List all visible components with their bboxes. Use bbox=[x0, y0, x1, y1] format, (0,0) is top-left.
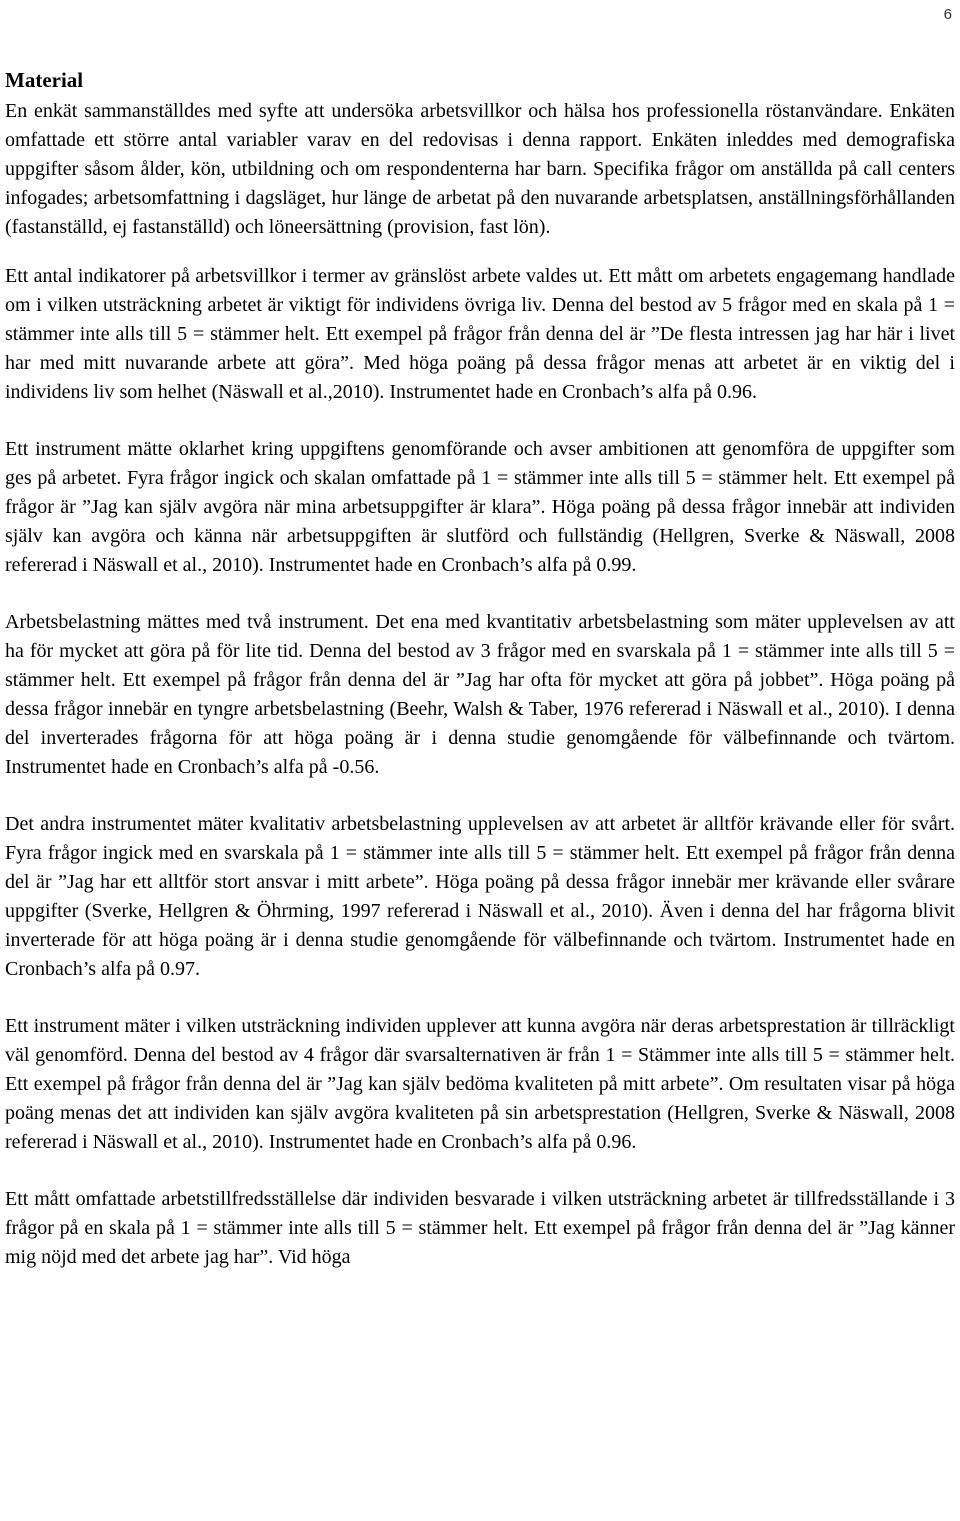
paragraph-performance-evaluation: Ett instrument mäter i vilken utsträckning individen upplever att kunna avgöra när deras arbetsprestation är tillräckligt väl genomförd. Denna del bestod av 4 frågor där svarsalternativen är från 1 = Stämmer inte alls till 5 = stämmer helt. Ett exempel på frågor från denna del är ”Jag kan själv bedöma kvaliteten på mitt arbete”. Om resultaten visar på höga poäng menas det att individen kan själv avgöra kvaliteten på sin arbetsprestation (Hellgren, Sverke & Näswall, 2008 refererad i Näswall et al., 2010). Instrumentet hade en Cronbach’s alfa på 0.96. bbox=[5, 1015, 955, 1153]
paragraph-job-satisfaction: Ett mått omfattade arbetstillfredsställelse där individen besvarade i vilken utsträckning arbetet är tillfredsställande i 3 frågor på en skala på 1 = stämmer inte alls till 5 = stämmer helt. Ett exempel på frågor från denna del är ”Jag känner mig nöjd med det arbete jag har”. Vid höga bbox=[5, 1188, 955, 1268]
document-body bbox=[5, 64, 955, 1272]
paragraph-quantitative-workload: Arbetsbelastning mättes med två instrument. Det ena med kvantitativ arbetsbelastning som mäter upplevelsen av att ha för mycket att göra på för lite tid. Denna del bestod av 3 frågor med en svarskala på 1 = stämmer inte alls till 5 = stämmer helt. Ett exempel på frågor från denna del är ”Jag har ofta för mycket att göra på jobbet”. Höga poäng på dessa frågor innebär en tyngre arbetsbelastning (Beehr, Walsh & Taber, 1976 refererad i Näswall et al., 2010). I denna del inverterades frågorna för att höga poäng är i denna studie genomgående för välbefinnande och tvärtom. Instrumentet hade en Cronbach’s alfa på -0.56. bbox=[5, 611, 955, 778]
paragraph-qualitative-workload: Det andra instrumentet mäter kvalitativ arbetsbelastning upplevelsen av att arbetet är alltför krävande eller för svårt. Fyra frågor ingick med en svarskala på 1 = stämmer inte alls till 5 = stämmer helt. Ett exempel på frågor från denna del är ”Jag har ett alltför stort ansvar i mitt arbete”. Höga poäng på dessa frågor innebär mer krävande eller svårare uppgifter (Sverke, Hellgren & Öhrming, 1997 refererad i Näswall et al., 2010). Även i denna del har frågorna blivit inverterade för att höga poäng är i denna studie genomgående för välbefinnande och tvärtom. Instrumentet hade en Cronbach’s alfa på 0.97. bbox=[5, 813, 955, 980]
paragraph-intro: En enkät sammanställdes med syfte att undersöka arbetsvillkor och hälsa hos professionella röstanvändare. Enkäten omfattade ett större antal variabler varav en del redovisas i denna rapport. Enkäten inleddes med demografiska uppgifter såsom ålder, kön, utbildning och om respondenterna har barn. Specifika frågor om anställda på call centers infogades; arbetsomfattning i dagsläget, hur länge de arbetat på den nuvarande arbetsplatsen, anställningsförhållanden (fastanställd, ej fastanställd) och löneersättning (provision, fast lön). bbox=[5, 100, 955, 238]
paragraph-task-ambiguity: Ett instrument mätte oklarhet kring uppgiftens genomförande och avser ambitionen att genomföra de uppgifter som ges på arbetet. Fyra frågor ingick och skalan omfattade på 1 = stämmer inte alls till 5 = stämmer helt. Ett exempel på frågor är ”Jag kan själv avgöra när mina arbetsuppgifter är klara”. Höga poäng på dessa frågor innebär att individen själv kan avgöra och känna när arbetsuppgiften är slutförd och fullständig (Hellgren, Sverke & Näswall, 2008 refererad i Näswall et al., 2010). Instrumentet hade en Cronbach’s alfa på 0.99. bbox=[5, 438, 955, 576]
paragraph-engagement: Ett antal indikatorer på arbetsvillkor i termer av gränslöst arbete valdes ut. Ett mått om arbetets engagemang handlade om i vilken utsträckning arbetet är viktigt för individens övriga liv. Denna del bestod av 5 frågor med en skala på 1 = stämmer inte alls till 5 = stämmer helt. Ett exempel på frågor från denna del är ”De flesta intressen jag har här i livet har med mitt nuvarande arbete att göra”. Med höga poäng på dessa frågor menas att arbetet är en viktig del i individens liv som helhet (Näswall et al.,2010). Instrumentet hade en Cronbach’s alfa på 0.96. bbox=[5, 265, 955, 403]
section-heading: Material bbox=[5, 68, 84, 92]
page-number: 6 bbox=[943, 6, 952, 23]
